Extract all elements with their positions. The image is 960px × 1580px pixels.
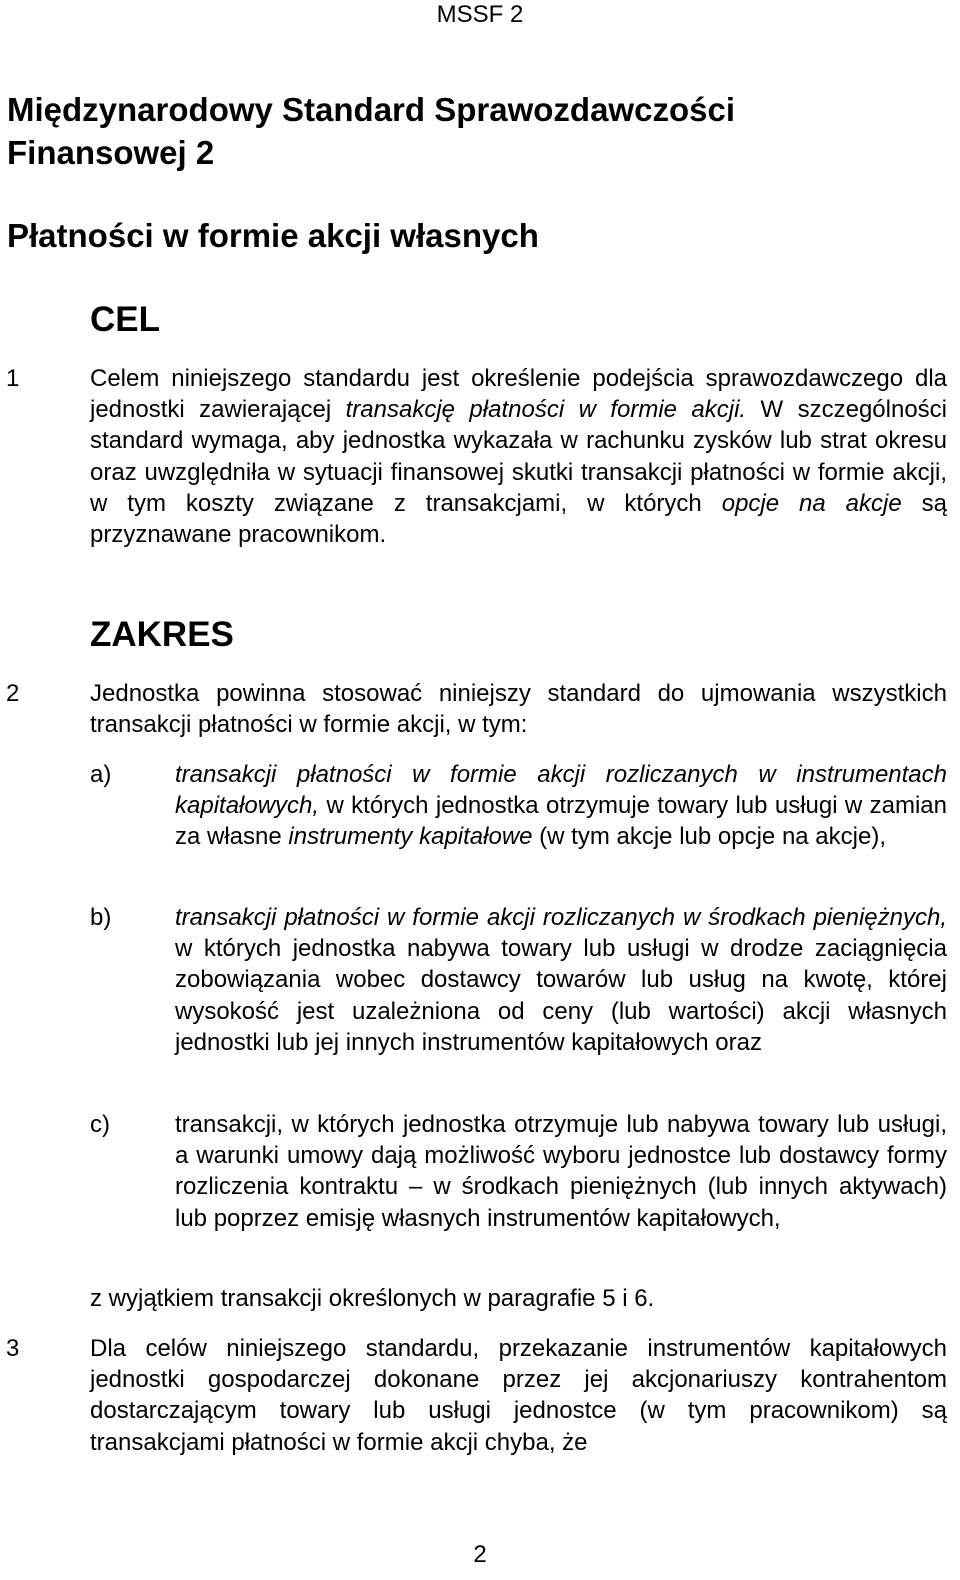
paragraph-2: Jednostka powinna stosować niniejszy standard do ujmowania wszystkich transakcji płatności w formie akcji, w tym:	[90, 680, 947, 739]
list-item-a-text-b: (w tym akcje lub opcje na akcje),	[532, 823, 886, 851]
list-item-a-term: transakcji płatności w formie akcji rozliczanych w instrumentach kapitałowych,	[175, 761, 947, 820]
paragraph-number-3: 3	[6, 1335, 20, 1362]
paragraph-3: Dla celów niniejszego standardu, przekazanie instrumentów kapitałowych jednostki gospodarczej dokonane przez jej akcjonariuszy kontrahentom dostarczającym towary lub usługi jednostce (w tym pracownikom) są transakcjami płatności w formie akcji chyba, że	[90, 1335, 947, 1456]
list-item-b-term: transakcji płatności w formie akcji rozliczanych w środkach pieniężnych,	[175, 904, 947, 931]
list-item-c: transakcji, w których jednostka otrzymuje lub nabywa towary lub usługi, a warunki umowy dają możliwość wyboru jednostce lub dostawcy formy rozliczenia kontraktu – w środkach pieniężnych (lub innych aktywach) lub poprzez emisję własnych instrumentów kapitałowych,	[175, 1111, 947, 1232]
paragraph-1-text-b: W szczególności standard wymaga, aby jednostka wykazała w rachunku zysków lub strat okresu oraz uwzględniła w sytuacji finansowej skutki transakcji płatności w formie akcji, w tym koszty związane z transakcjami, w których	[90, 396, 948, 517]
title-line-2: Finansowej 2	[7, 134, 215, 171]
paragraph-1	[90, 363, 947, 550]
paragraph-number-2: 2	[6, 680, 20, 707]
paragraph-1-text-a: Celem niniejszego standardu jest określenie podejścia sprawozdawczego dla jednostki zawierającej	[90, 365, 947, 424]
list-item-b	[175, 902, 947, 1058]
document-title	[7, 88, 907, 174]
paragraph-1-term-transaction: transakcję płatności w formie akcji.	[345, 396, 747, 424]
document-subtitle: Płatności w formie akcji własnych	[7, 217, 539, 254]
list-item-label-a: a)	[90, 761, 112, 788]
list-item-label-c: c)	[90, 1111, 110, 1138]
paragraph-number-1: 1	[6, 365, 20, 392]
paragraph-1-text-c: są przyznawane pracownikom.	[90, 489, 948, 549]
list-item-a-text-a: w których jednostka otrzymuje towary lub usługi w zamian za własne	[175, 792, 947, 851]
title-line-1: Międzynarodowy Standard Sprawozdawczości	[7, 91, 735, 128]
list-item-a-term-instruments: instrumenty kapitałowe	[288, 823, 533, 851]
list-item-label-b: b)	[90, 904, 112, 931]
page-number: 2	[473, 1541, 487, 1568]
paragraph-2-closing: z wyjątkiem transakcji określonych w paragrafie 5 i 6.	[90, 1285, 655, 1312]
list-item-b-text: w których jednostka nabywa towary lub usługi w drodze zaciągnięcia zobowiązania wobec dostawcy towarów lub usług na kwotę, której wysokość jest uzależniona od ceny (lub wartości) akcji własnych jednostki lub jej innych instrumentów kapitałowych oraz	[175, 935, 947, 1056]
section-heading-cel: CEL	[90, 300, 160, 339]
section-heading-zakres: ZAKRES	[90, 615, 234, 654]
document-code: MSSF 2	[436, 1, 524, 28]
list-item-a	[175, 759, 947, 853]
paragraph-1-term-options: opcje na akcje	[721, 489, 902, 517]
